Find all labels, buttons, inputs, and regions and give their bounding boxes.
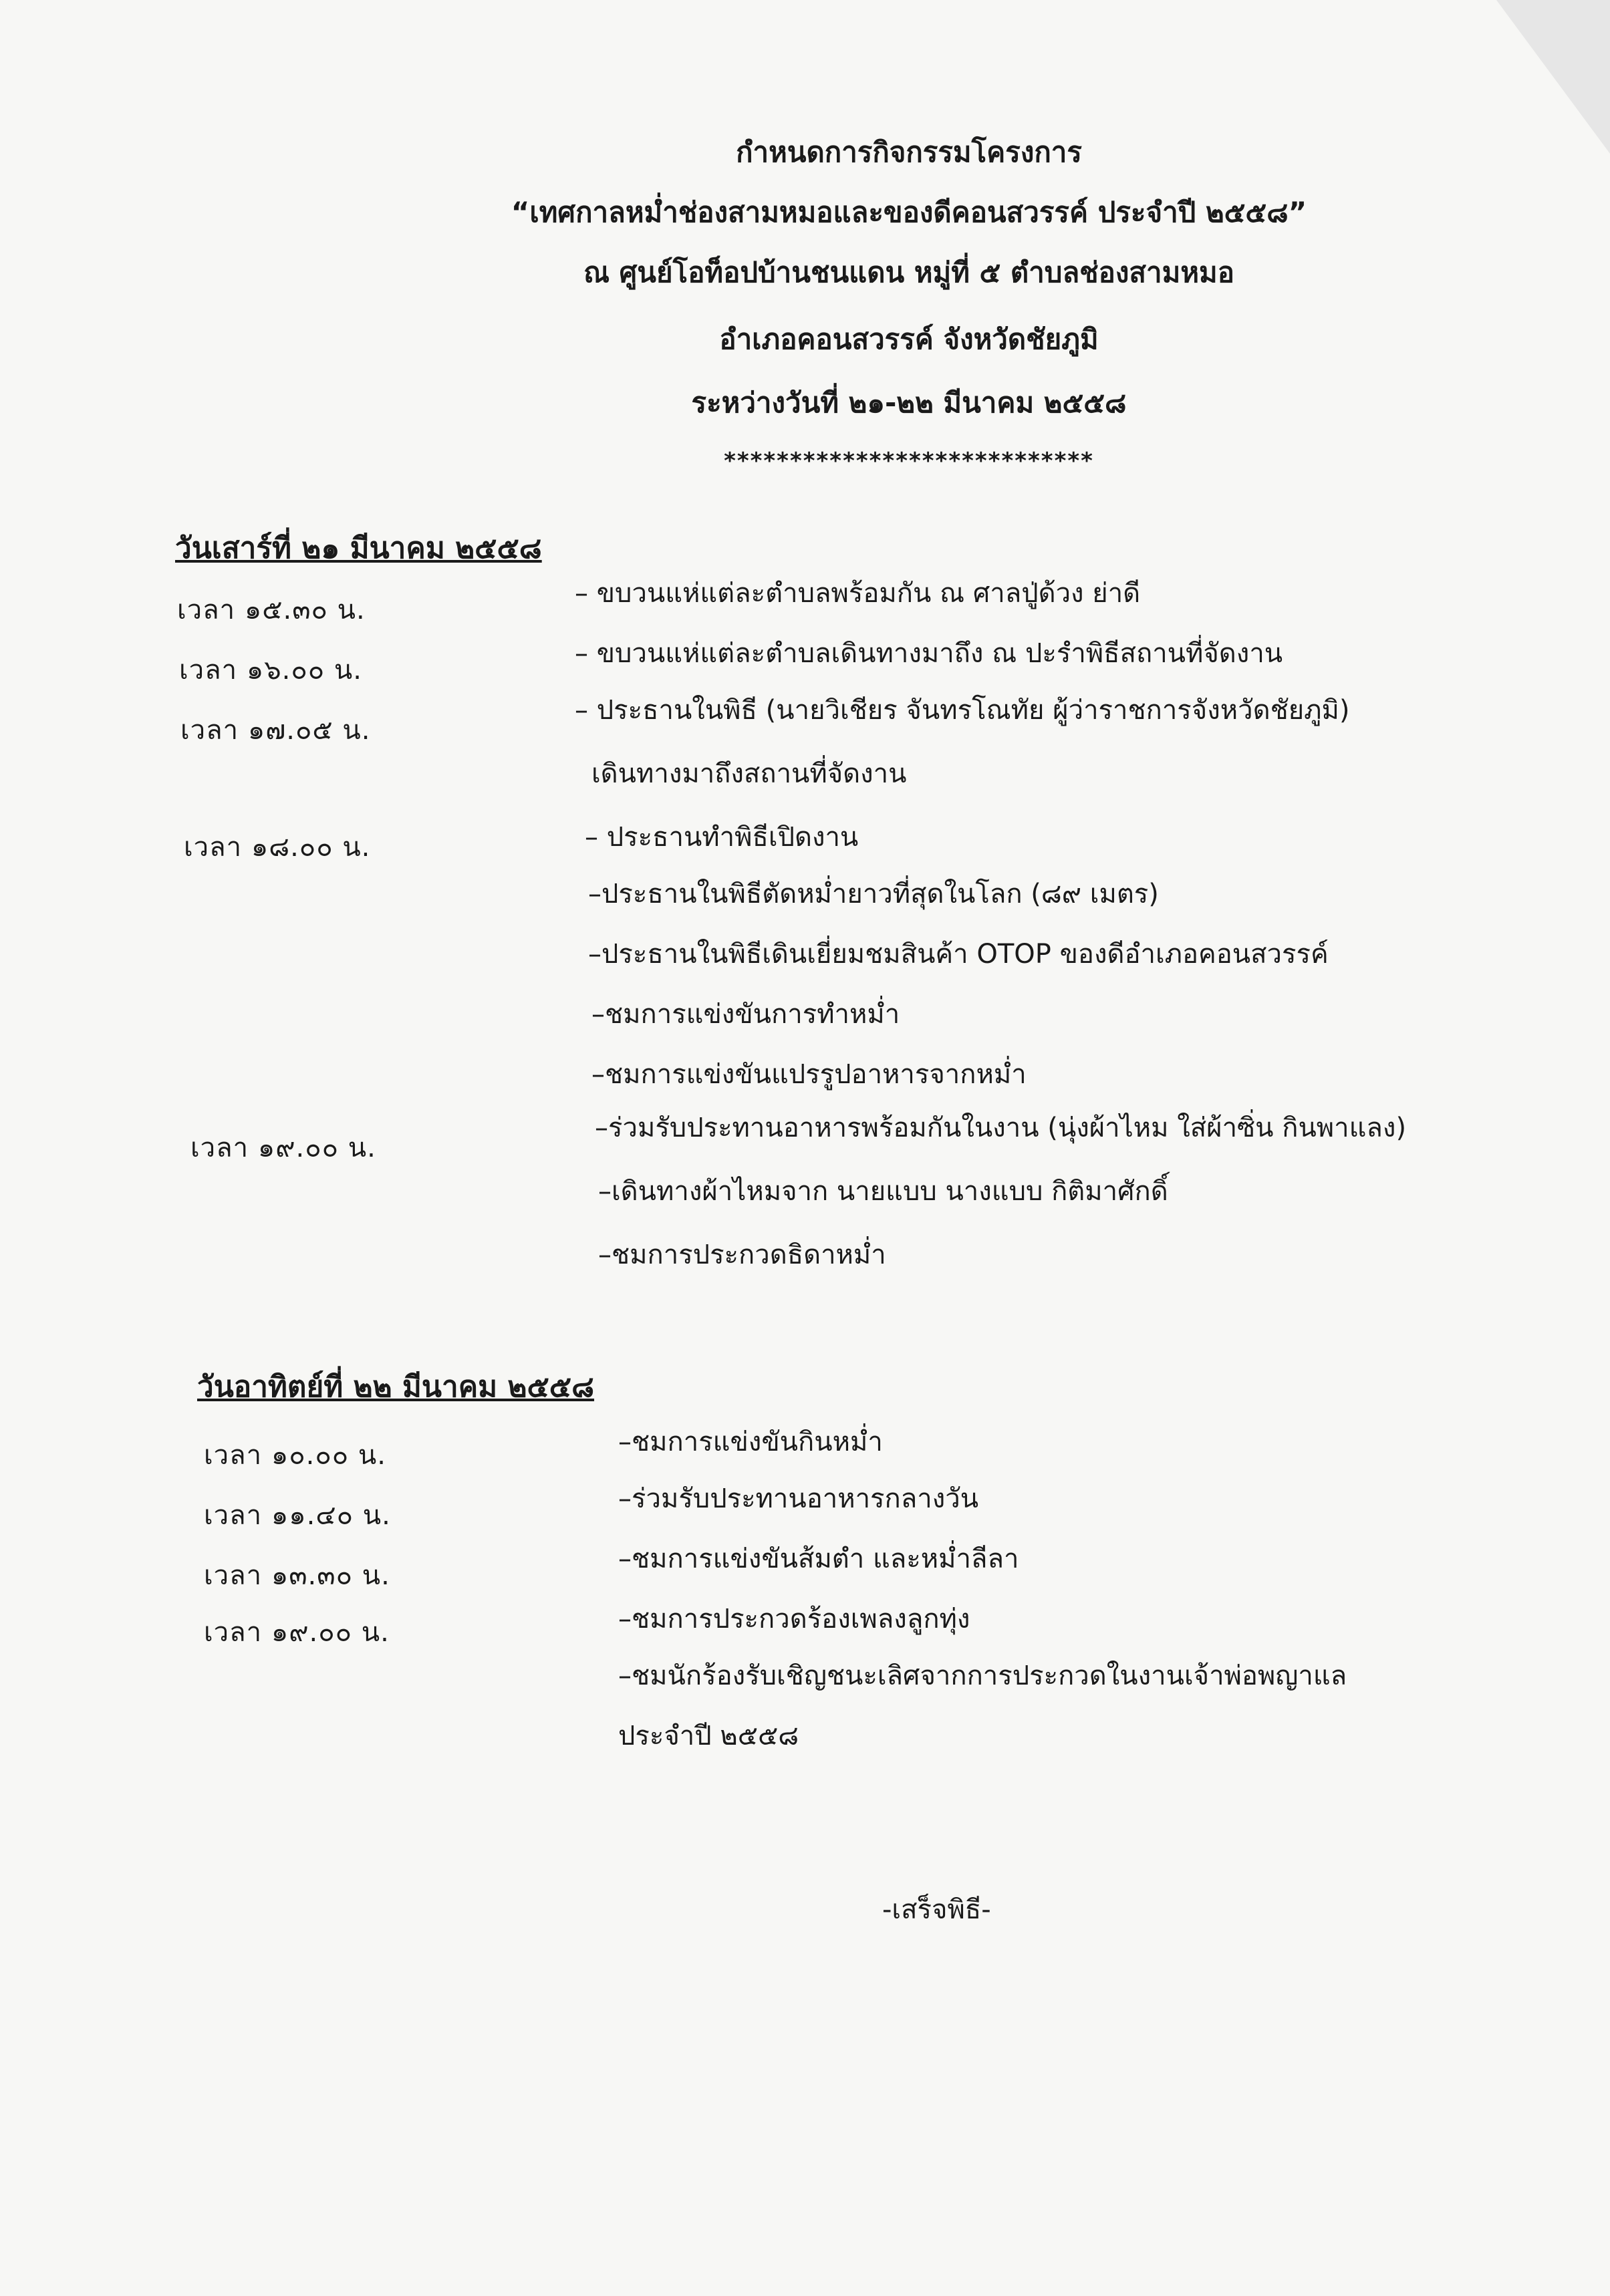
day2-time: เวลา ๑๙.๐๐ น. <box>204 1617 390 1648</box>
day1-activity: –ชมการแข่งขันแปรรูปอาหารจากหม่ำ <box>591 1059 1027 1090</box>
day2-time: เวลา ๑๐.๐๐ น. <box>204 1440 386 1471</box>
day1-heading: วันเสาร์ที่ ๒๑ มีนาคม ๒๕๕๘ <box>175 531 542 565</box>
header-dates: ระหว่างวันที่ ๒๑-๒๒ มีนาคม ๒๕๕๘ <box>691 386 1127 419</box>
header-event-title: “เทศกาลหม่ำช่องสามหมอและของดีคอนสวรรค์ ประจำปี ๒๕๕๘” <box>511 196 1307 229</box>
day2-activity: –ชมการประกวดร้องเพลงลูกทุ่ง <box>618 1604 970 1634</box>
closing-line: -เสร็จพิธี- <box>882 1894 991 1925</box>
day2-heading: วันอาทิตย์ที่ ๒๒ มีนาคม ๒๕๕๘ <box>197 1370 595 1404</box>
day2-activity: ประจำปี ๒๕๕๘ <box>618 1721 799 1751</box>
day2-time: เวลา ๑๑.๔๐ น. <box>204 1500 391 1531</box>
day1-time: เวลา ๑๕.๓๐ น. <box>177 595 366 625</box>
day1-activity: – ประธานทำพิธีเปิดงาน <box>585 822 859 853</box>
day2-activity: –ร่วมรับประทานอาหารกลางวัน <box>618 1483 979 1514</box>
day1-activity: –ชมการประกวดธิดาหม่ำ <box>598 1240 886 1270</box>
day1-time: เวลา ๑๘.๐๐ น. <box>184 832 371 863</box>
header-separator: **************************** <box>724 448 1094 474</box>
day1-activity: –เดินทางผ้าไหมจาก นายแบบ นางแบบ กิติมาศักดิ์ <box>598 1176 1168 1207</box>
day2-time: เวลา ๑๓.๓๐ น. <box>204 1560 390 1591</box>
header-line-1: กำหนดการกิจกรรมโครงการ <box>736 136 1082 168</box>
header-district: อำเภอคอนสวรรค์ จังหวัดชัยภูมิ <box>719 323 1099 355</box>
day1-activity: –ชมการแข่งขันการทำหม่ำ <box>591 999 900 1030</box>
day1-activity: –ประธานในพิธีตัดหม่ำยาวที่สุดในโลก (๘๙ เมตร) <box>588 879 1159 909</box>
day1-activity: – ขบวนแห่แต่ละตำบลเดินทางมาถึง ณ ปะรำพิธีสถานที่จัดงาน <box>575 638 1283 669</box>
day2-activity: –ชมนักร้องรับเชิญชนะเลิศจากการประกวดในงานเจ้าพ่อพญาแล <box>618 1661 1347 1691</box>
day1-activity: –ร่วมรับประทานอาหารพร้อมกันในงาน (นุ่งผ้าไหม ใส่ผ้าซิ่น กินพาแลง) <box>595 1113 1407 1143</box>
day1-activity: – ประธานในพิธี (นายวิเชียร จันทรโณทัย ผู้ว่าราชการจังหวัดชัยภูมิ) <box>575 695 1350 726</box>
day2-activity: –ชมการแข่งขันส้มตำ และหม่ำลีลา <box>618 1544 1019 1574</box>
day1-activity: เดินทางมาถึงสถานที่จัดงาน <box>591 758 907 789</box>
day1-time: เวลา ๑๙.๐๐ น. <box>190 1133 376 1163</box>
day1-time: เวลา ๑๗.๐๕ น. <box>180 715 371 746</box>
day1-time: เวลา ๑๖.๐๐ น. <box>179 655 362 686</box>
day1-activity: – ขบวนแห่แต่ละตำบลพร้อมกัน ณ ศาลปู่ด้วง ย่าดี <box>575 578 1141 609</box>
day2-activity: –ชมการแข่งขันกินหม่ำ <box>618 1427 883 1457</box>
day1-activity: –ประธานในพิธีเดินเยี่ยมชมสินค้า OTOP ของดีอำเภอคอนสวรรค์ <box>588 939 1329 970</box>
header-venue: ณ ศูนย์โอท็อปบ้านชนแดน หมู่ที่ ๕ ตำบลช่องสามหมอ <box>583 256 1234 289</box>
